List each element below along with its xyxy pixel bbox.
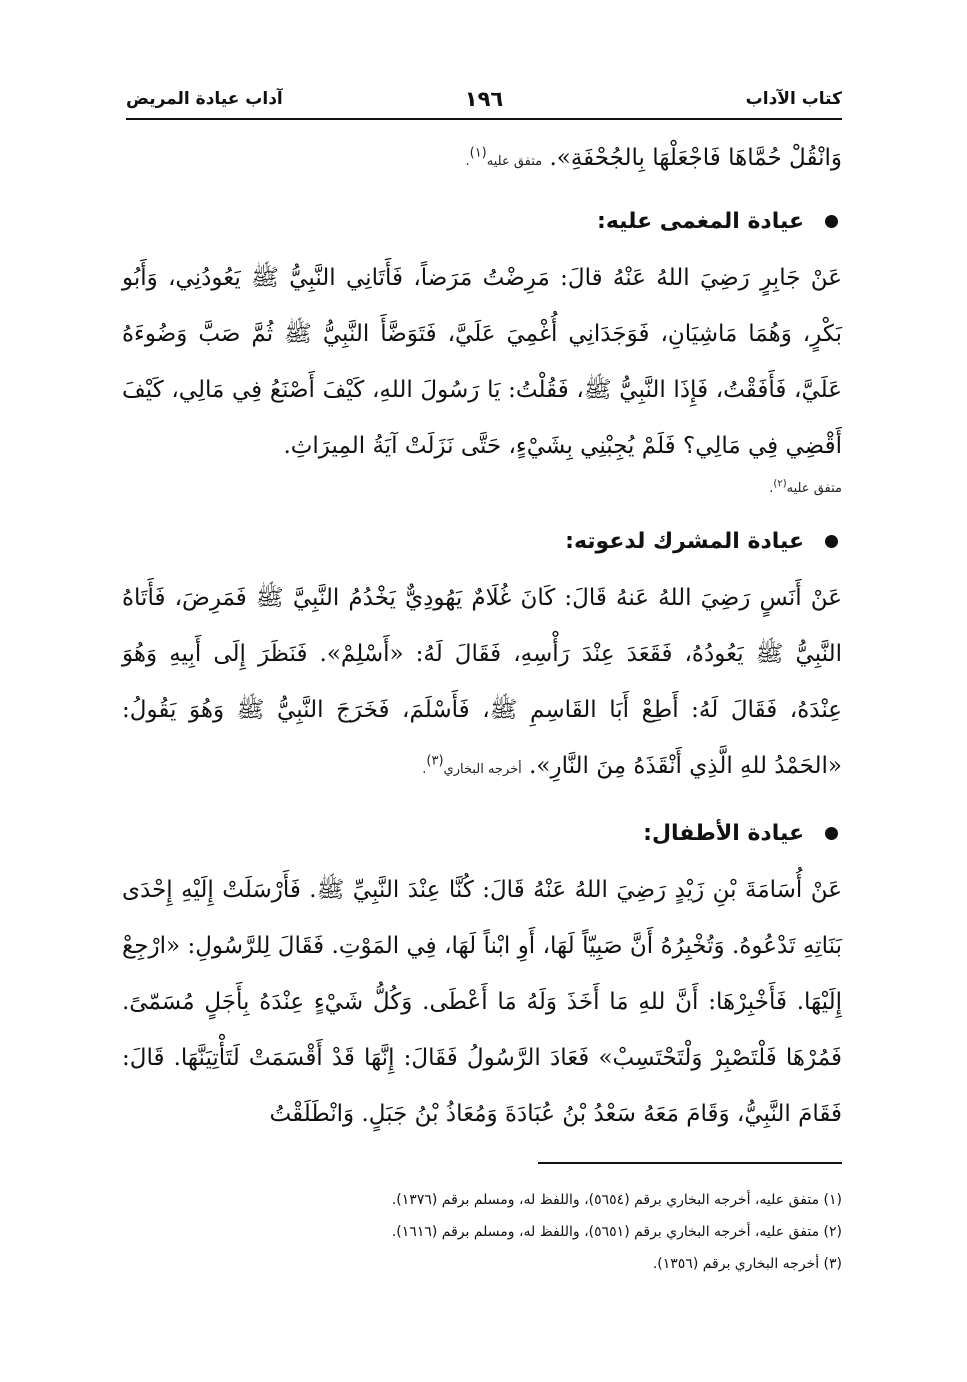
footnote-ref: (٣) <box>426 753 444 769</box>
header-divider <box>126 118 842 120</box>
bullet-icon <box>825 215 838 228</box>
hadith-text: عَنْ أُسَامَةَ بْنِ زَيْدٍ رَضِيَ اللهُ عَنْهُ قَالَ: كُنَّا عِنْدَ النَّبِيِّ ﷺ. فَأَرْسَلَتْ إِلَيْهِ إِحْدَى بَنَاتِهِ تَدْعُوهُ. وَتُخْبِرُهُ أَنَّ صَبِيّاً لَهَا، أَوِ ابْناً لَهَا، فِي المَوْتِ. فَقَالَ لِلرَّسُولِ: «ارْجِعْ إِلَيْهَا. فَأَخْبِرْهَا: أَنَّ للهِ مَا أَخَذَ وَلَهُ مَا أَعْطَى. وَكُلُّ شَيْءٍ عِنْدَهُ بِأَجَلٍ مُسَمّىً. فَمُرْهَا فَلْتَصْبِرْ وَلْتَحْتَسِبْ» فَعَادَ الرَّسُولُ فَقَالَ: إِنَّهَا قَدْ أَقْسَمَتْ لَتَأْتِيَنَّهَا. قَالَ: فَقَامَ النَّبِيُّ، وَقَامَ مَعَهُ سَعْدُ بْنُ عُبَادَةَ وَمُعَاذُ بْنُ جَبَلٍ. وَانْطَلَقْتُ <box>122 877 842 1127</box>
chapter-title: آداب عيادة المريض <box>126 89 283 109</box>
section-heading-text: عيادة الأطفال: <box>643 821 804 846</box>
section-heading-text: عيادة المغمى عليه: <box>597 209 804 234</box>
footnote: (٢) متفق عليه، أخرجه البخاري برقم (٥٦٥١)، واللفظ له، ومسلم برقم (١٦١٦). <box>391 1224 842 1240</box>
source-end: . <box>769 481 774 496</box>
bullet-icon <box>825 535 838 548</box>
hadith-source: متفق عليه <box>786 481 842 496</box>
hadith-paragraph <box>122 250 842 474</box>
footnotes <box>330 1184 842 1280</box>
footnote-ref: (٢) <box>773 478 787 490</box>
source-end: . <box>465 154 470 169</box>
main-text <box>122 130 842 1142</box>
continuation-text: وَانْقُلْ حُمَّاهَا فَاجْعَلْهَا بِالجُحْفَةِ». <box>549 145 842 171</box>
section-heading <box>122 522 842 562</box>
footnote-divider <box>538 1162 842 1164</box>
hadith-paragraph <box>122 862 842 1142</box>
hadith-source: متفق عليه <box>486 154 543 169</box>
hadith-source: أخرجه البخاري <box>443 762 522 777</box>
section-heading <box>122 202 842 242</box>
bullet-icon <box>825 827 838 840</box>
section-heading-text: عيادة المشرك لدعوته: <box>565 529 804 554</box>
hadith-source-line <box>122 474 842 504</box>
book-title: كتاب الآداب <box>745 89 842 109</box>
continuation-paragraph <box>122 130 842 190</box>
footnote: (٣) أخرجه البخاري برقم (١٣٥٦). <box>652 1256 842 1272</box>
hadith-paragraph <box>122 570 842 798</box>
footnote-ref: (١) <box>469 145 487 161</box>
footnote: (١) متفق عليه، أخرجه البخاري برقم (٥٦٥٤)، واللفظ له، ومسلم برقم (١٣٧٦). <box>391 1192 842 1208</box>
page-number: ١٩٦ <box>464 87 504 111</box>
running-header <box>126 86 842 112</box>
section-heading <box>122 814 842 854</box>
hadith-text: عَنْ أَنَسٍ رَضِيَ اللهُ عَنهُ قَالَ: كَانَ غُلَامٌ يَهُودِيٌّ يَخْدُمُ النَّبِيَّ ﷺ فَمَرِضَ، فَأَتَاهُ النَّبِيُّ ﷺ يَعُودُهُ، فَقَعَدَ عِنْدَ رَأْسِهِ، فَقَالَ لَهُ: «أَسْلِمْ». فَنَظَرَ إِلَى أَبِيهِ وَهُوَ عِنْدَهُ، فَقَالَ لَهُ: أَطِعْ أَبَا القَاسِمِ ﷺ، فَأَسْلَمَ، فَخَرَجَ النَّبِيُّ ﷺ وَهُوَ يَقُولُ: «الحَمْدُ للهِ الَّذِي أَنْقَذَهُ مِنَ النَّارِ». <box>122 585 842 779</box>
source-end: . <box>422 762 427 777</box>
hadith-text: عَنْ جَابِرٍ رَضِيَ اللهُ عَنْهُ قالَ: مَرِضْتُ مَرَضاً، فَأَتَانِي النَّبِيُّ ﷺ يَعُودُنِي، وَأَبُو بَكْرٍ، وَهُمَا مَاشِيَانِ، فَوَجَدَانِي أُغْمِيَ عَلَيَّ، فَتَوَضَّأَ النَّبِيُّ ﷺ ثُمَّ صَبَّ وَضُوءَهُ عَلَيَّ، فَأَفَقْتُ، فَإِذَا النَّبِيُّ ﷺ، فَقُلْتُ: يَا رَسُولَ اللهِ، كَيْفَ أَصْنَعُ فِي مَالِي، كَيْفَ أَقْضِي فِي مَالِي؟ فَلَمْ يُجِبْنِي بِشَيْءٍ، حَتَّى نَزَلَتْ آيَةُ المِيرَاثِ. <box>122 265 842 459</box>
